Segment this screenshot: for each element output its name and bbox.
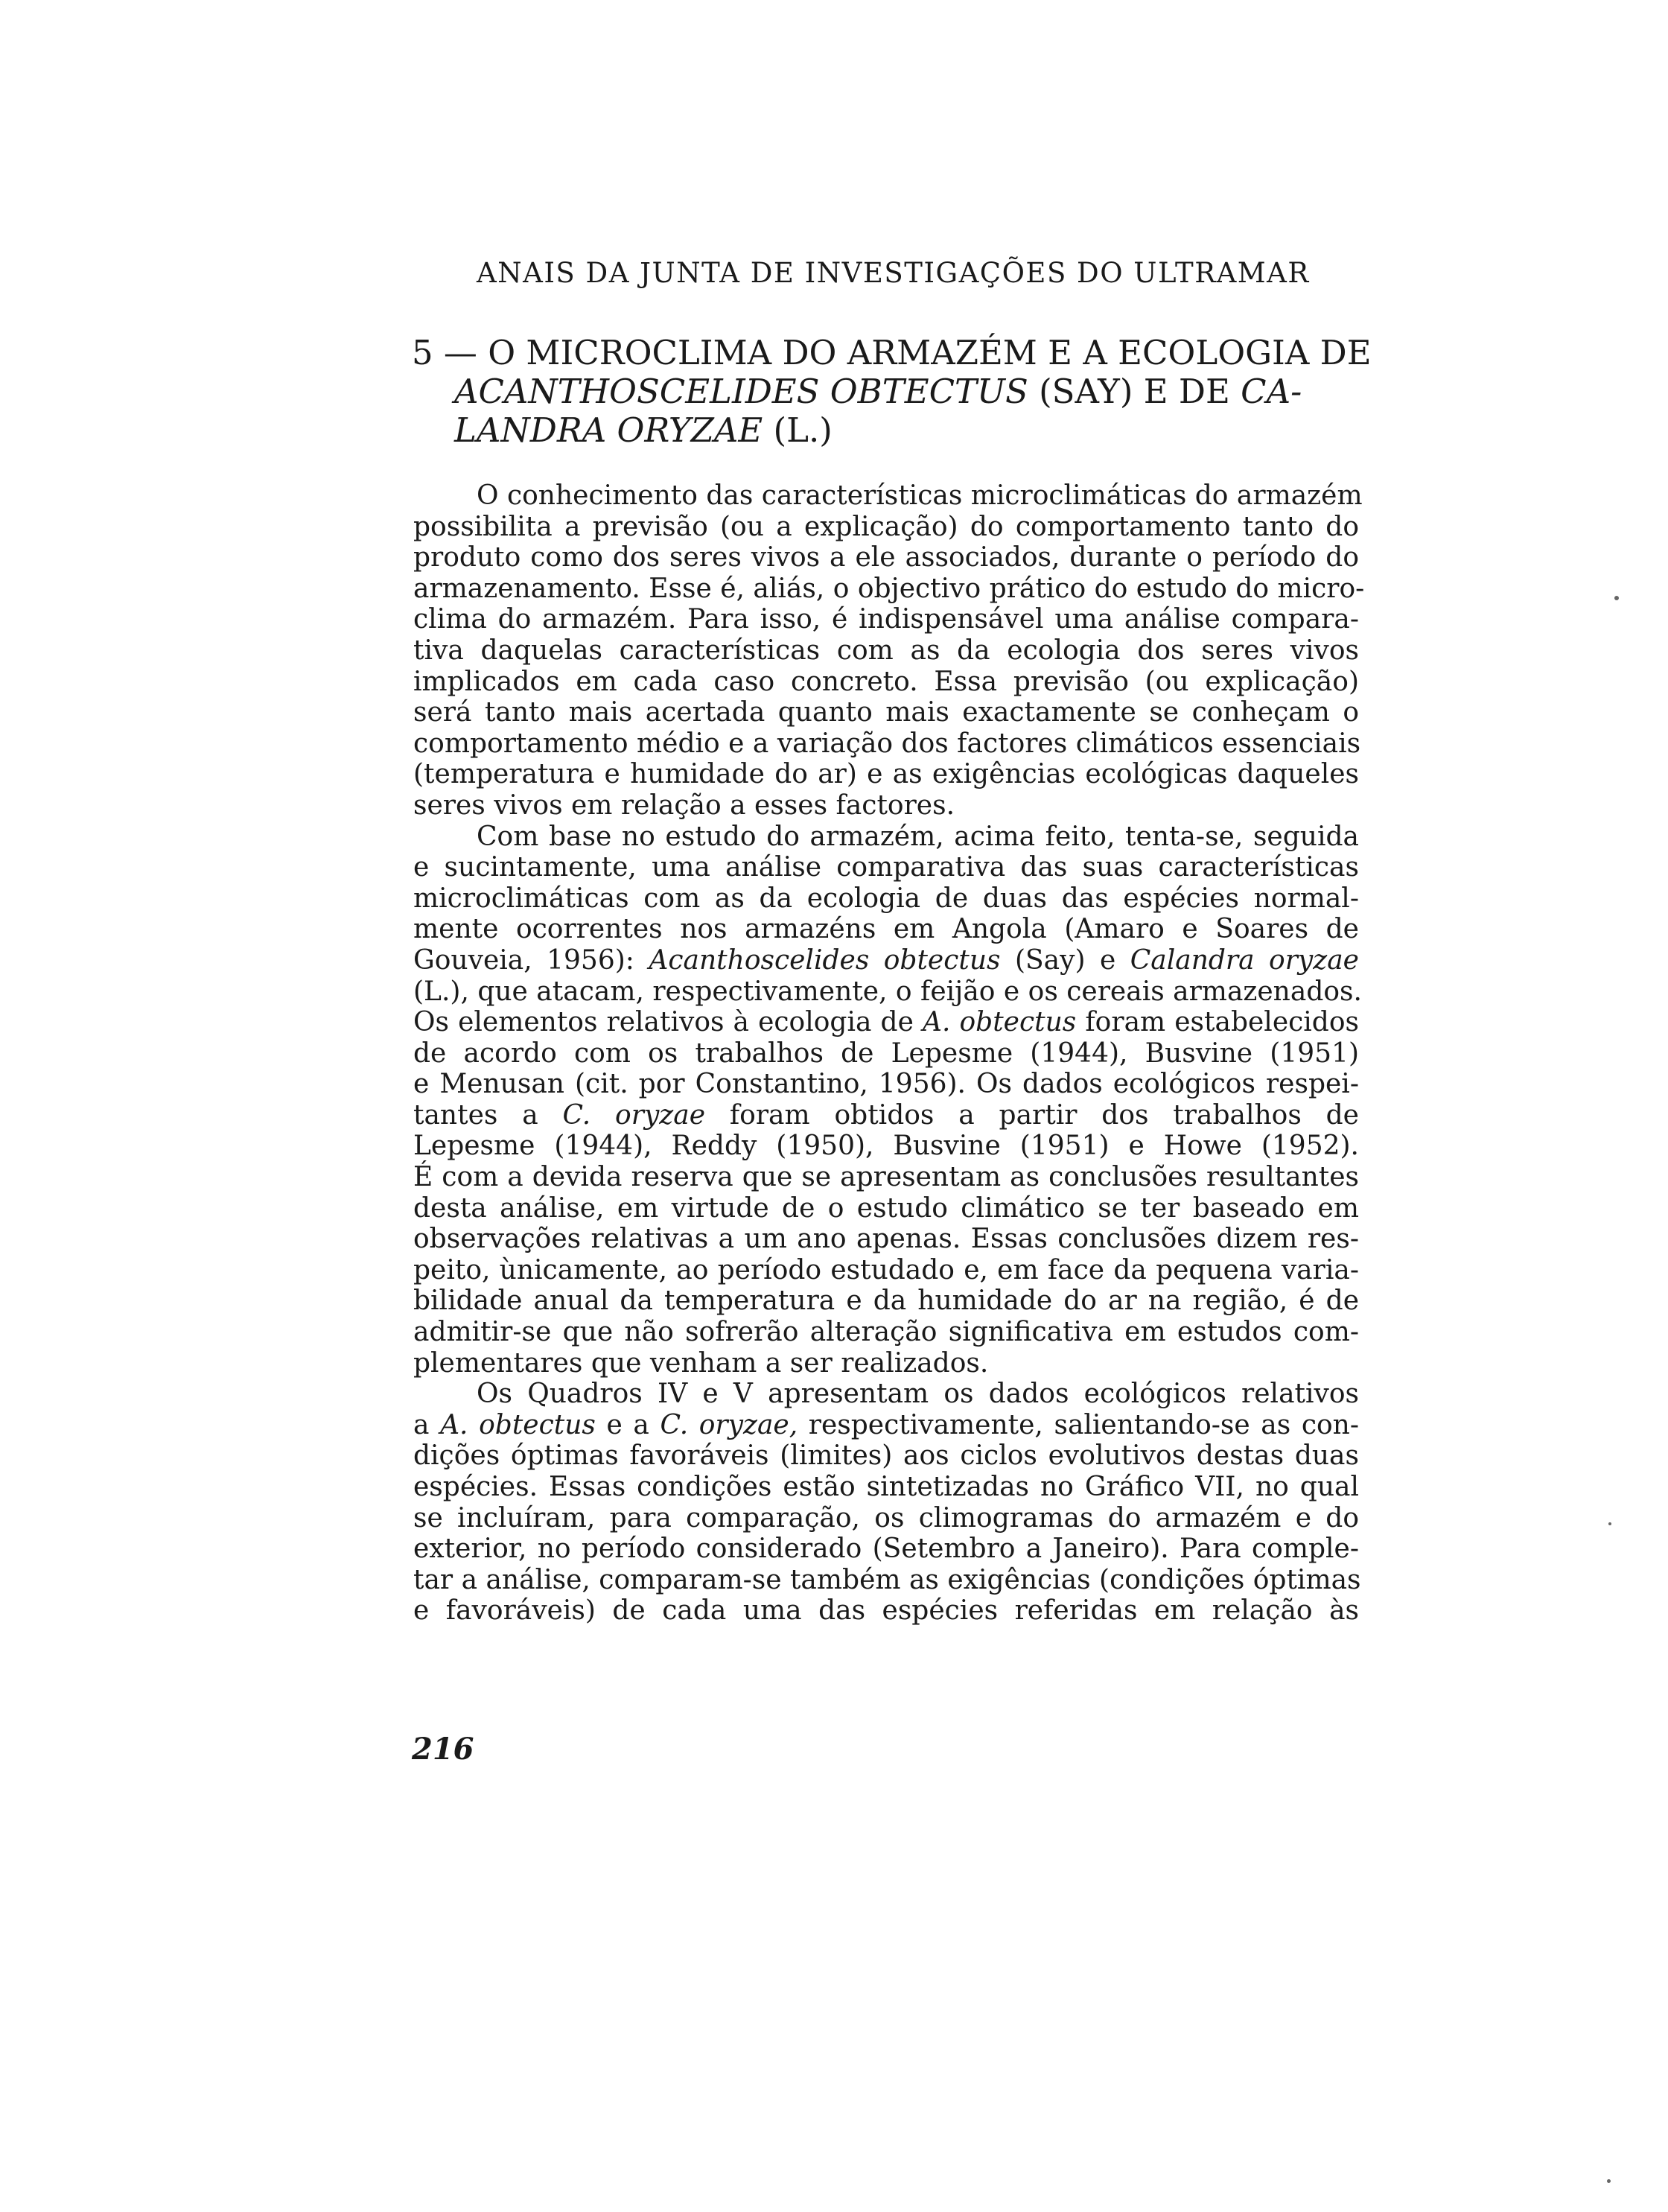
species-name: A. obtectus xyxy=(922,1007,1077,1038)
text-line: Lepesme (1944), Reddy (1950), Busvine (1951) e Howe (1952). xyxy=(413,1131,1359,1162)
text-line: Com base no estudo do armazém, acima feito, tenta-se, seguida xyxy=(477,821,1359,852)
text-line: bilidade anual da temperatura e da humidade do ar na região, é de xyxy=(413,1285,1359,1317)
paragraph-1 xyxy=(413,480,1365,821)
text-line: mente ocorrentes nos armazéns em Angola (Amaro e Soares de xyxy=(413,914,1359,945)
text-line: produto como dos seres vivos a ele associados, durante o período do xyxy=(413,542,1359,573)
paragraph-2 xyxy=(413,821,1362,1379)
species-name: A. obtectus xyxy=(440,1409,596,1440)
text-line: comportamento médio e a variação dos factores climáticos essenciais xyxy=(413,728,1361,759)
text-run: foram obtidos a partir dos trabalhos de xyxy=(705,1099,1359,1131)
text-run: Os elementos relativos à ecologia de xyxy=(413,1007,923,1038)
text-line: desta análise, em virtude de o estudo climático se ter baseado em xyxy=(413,1192,1359,1224)
text-line: admitir-se que não sofrerão alteração significativa em estudos com- xyxy=(413,1317,1359,1348)
text-line: e Menusan (cit. por Constantino, 1956). Os dados ecológicos respei- xyxy=(413,1069,1359,1100)
heading-species-2b: LANDRA ORYZAE xyxy=(454,410,763,450)
text-line: É com a devida reserva que se apresentam as conclusões resultantes xyxy=(413,1162,1359,1193)
text-line xyxy=(413,945,1359,976)
heading-species-1: ACANTHOSCELIDES OBTECTUS xyxy=(454,372,1028,411)
text-line xyxy=(413,1100,1359,1131)
text-run: (Say) e xyxy=(1000,944,1130,976)
text-line: dições óptimas favoráveis (limites) aos ciclos evolutivos destas duas xyxy=(413,1440,1359,1472)
scan-speck xyxy=(1608,1522,1611,1525)
running-head: ANAIS DA JUNTA DE INVESTIGAÇÕES DO ULTRAMAR xyxy=(477,257,1310,289)
text-line: tiva daquelas características com as da ecologia dos seres vivos xyxy=(413,635,1359,666)
section-heading xyxy=(412,333,1372,450)
text-line: e sucintamente, uma análise comparativa das suas características xyxy=(413,852,1359,883)
text-line: se incluíram, para comparação, os climogramas do armazém e do xyxy=(413,1502,1359,1534)
text-line: Os Quadros IV e V apresentam os dados ecológicos relativos xyxy=(477,1379,1359,1410)
text-line: O conhecimento das características microclimáticas do armazém xyxy=(477,480,1363,511)
text-run: tantes a xyxy=(413,1099,563,1131)
text-line: (L.), que atacam, respectivamente, o feijão e os cereais armazenados. xyxy=(413,976,1362,1007)
scan-speck xyxy=(1607,2179,1611,2183)
text-run: respectivamente, salientando-se as con- xyxy=(798,1409,1360,1440)
text-line: observações relativas a um ano apenas. Essas conclusões dizem res- xyxy=(413,1224,1359,1255)
text-line: (temperatura e humidade do ar) e as exigências ecológicas daqueles xyxy=(413,759,1359,790)
species-name: C. oryzae, xyxy=(660,1409,798,1440)
species-name: Calandra oryzae xyxy=(1130,944,1359,976)
heading-text: (L.) xyxy=(763,410,833,450)
text-line: peito, ùnicamente, ao período estudado e, em face da pequena varia- xyxy=(413,1254,1359,1285)
text-run: a xyxy=(413,1409,441,1440)
text-line xyxy=(413,1007,1359,1038)
text-line xyxy=(413,1410,1359,1441)
text-line: implicados em cada caso concreto. Essa previsão (ou explicação) xyxy=(413,666,1359,697)
species-name: Acanthoscelides obtectus xyxy=(649,944,1001,976)
text-run: Gouveia, 1956): xyxy=(413,944,649,976)
text-line: plementares que venham a ser realizados. xyxy=(413,1347,989,1379)
text-line: tar a análise, comparam-se também as exigências (condições óptimas xyxy=(413,1564,1361,1595)
page-number: 216 xyxy=(412,1732,474,1767)
text-line: seres vivos em relação a esses factores. xyxy=(413,789,955,821)
text-line: será tanto mais acertada quanto mais exactamente se conheçam o xyxy=(413,697,1359,728)
text-line: microclimáticas com as da ecologia de duas das espécies normal- xyxy=(413,883,1359,914)
paragraph-3 xyxy=(413,1379,1359,1627)
text-line: de acordo com os trabalhos de Lepesme (1944), Busvine (1951) xyxy=(413,1037,1359,1069)
text-line: espécies. Essas condições estão sintetizadas no Gráfico VII, no qual xyxy=(413,1472,1359,1502)
species-name: C. oryzae xyxy=(562,1099,706,1131)
text-line: e favoráveis) de cada uma das espécies referidas em relação às xyxy=(413,1595,1359,1627)
text-run: foram estabelecidos xyxy=(1076,1007,1359,1038)
text-line: possibilita a previsão (ou a explicação) do comportamento tanto do xyxy=(413,511,1359,542)
heading-line-3 xyxy=(412,411,1309,450)
heading-text: (SAY) E DE xyxy=(1028,372,1241,411)
scan-speck xyxy=(1614,596,1619,600)
body-text xyxy=(413,480,1365,1627)
text-line: exterior, no período considerado (Setembro a Janeiro). Para comple- xyxy=(413,1534,1359,1565)
text-line: clima do armazém. Para isso, é indispensável uma análise compara- xyxy=(413,604,1359,635)
text-run: e a xyxy=(595,1409,660,1440)
heading-species-2a: CA- xyxy=(1241,372,1302,411)
text-line: armazenamento. Esse é, aliás, o objectivo prático do estudo do micro- xyxy=(413,573,1365,604)
heading-line-1: 5 — O MICROCLIMA DO ARMAZÉM E A ECOLOGIA DE xyxy=(412,333,1372,372)
heading-line-2 xyxy=(412,372,1309,411)
